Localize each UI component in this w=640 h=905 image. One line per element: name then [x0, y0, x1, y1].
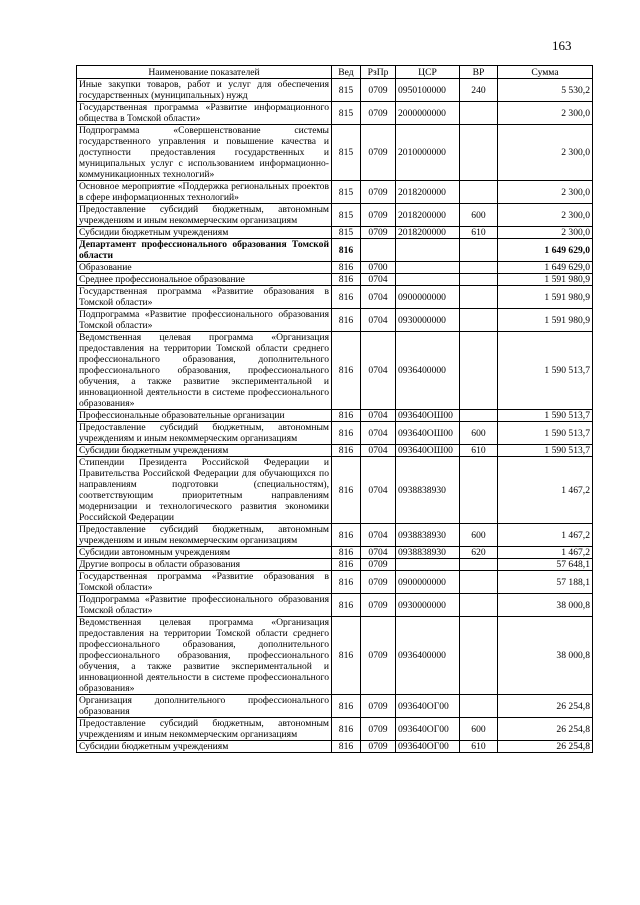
cell-rzpr: 0700 — [361, 262, 396, 274]
cell-name: Иные закупки товаров, работ и услуг для обеспечения государственных (муниципальных) нужд — [77, 79, 332, 102]
cell-sum: 1 590 513,7 — [498, 422, 593, 445]
cell-vr: 610 — [460, 227, 498, 239]
cell-ved: 815 — [332, 181, 361, 204]
cell-ved: 816 — [332, 524, 361, 547]
cell-csr: 2010000000 — [396, 125, 460, 181]
cell-name: Подпрограмма «Развитие профессионального образования Томской области» — [77, 594, 332, 617]
cell-name: Другие вопросы в области образования — [77, 559, 332, 571]
table-row — [77, 695, 593, 718]
cell-vr — [460, 309, 498, 332]
cell-vr: 600 — [460, 422, 498, 445]
cell-sum: 1 591 980,9 — [498, 286, 593, 309]
cell-csr: 093640OШ00 — [396, 410, 460, 422]
cell-rzpr: 0704 — [361, 457, 396, 524]
cell-vr: 610 — [460, 445, 498, 457]
cell-sum: 5 530,2 — [498, 79, 593, 102]
cell-name: Департамент профессионального образования Томской области — [77, 239, 332, 262]
cell-rzpr: 0709 — [361, 741, 396, 753]
cell-sum: 1 467,2 — [498, 524, 593, 547]
cell-rzpr: 0709 — [361, 227, 396, 239]
header-vr: ВР — [460, 66, 498, 79]
cell-ved: 816 — [332, 286, 361, 309]
cell-name: Профессиональные образовательные организации — [77, 410, 332, 422]
cell-ved: 815 — [332, 102, 361, 125]
cell-vr — [460, 125, 498, 181]
cell-name: Ведомственная целевая программа «Организация предоставления на территории Томской области среднего профессионального образования, дополнительного профессионального образования, профессионального обучения, а также развитие экспериментальной и инновационной деятельности в системе профессионального образования» — [77, 332, 332, 410]
cell-rzpr: 0704 — [361, 445, 396, 457]
cell-rzpr: 0709 — [361, 617, 396, 695]
cell-csr: 0930000000 — [396, 594, 460, 617]
cell-name: Организация дополнительного профессионального образования — [77, 695, 332, 718]
cell-rzpr: 0704 — [361, 410, 396, 422]
cell-rzpr: 0709 — [361, 571, 396, 594]
table-row — [77, 102, 593, 125]
cell-vr — [460, 559, 498, 571]
cell-ved: 815 — [332, 204, 361, 227]
cell-csr: 093640OГ00 — [396, 741, 460, 753]
cell-vr — [460, 695, 498, 718]
cell-csr: 0900000000 — [396, 286, 460, 309]
cell-csr: 093640OШ00 — [396, 422, 460, 445]
cell-ved: 816 — [332, 457, 361, 524]
cell-csr: 2018200000 — [396, 181, 460, 204]
cell-vr — [460, 410, 498, 422]
cell-csr: 0938838930 — [396, 524, 460, 547]
table-row — [77, 181, 593, 204]
cell-vr: 600 — [460, 204, 498, 227]
cell-name: Предоставление субсидий бюджетным, автономным учреждениям и иным некоммерческим организациям — [77, 422, 332, 445]
table-row — [77, 547, 593, 559]
cell-csr — [396, 239, 460, 262]
cell-sum: 1 467,2 — [498, 457, 593, 524]
cell-ved: 816 — [332, 571, 361, 594]
table-row — [77, 79, 593, 102]
cell-csr: 0900000000 — [396, 571, 460, 594]
cell-rzpr: 0709 — [361, 181, 396, 204]
cell-name: Предоставление субсидий бюджетным, автономным учреждениям и иным некоммерческим организациям — [77, 524, 332, 547]
cell-name: Подпрограмма «Развитие профессионального образования Томской области» — [77, 309, 332, 332]
cell-sum: 1 591 980,9 — [498, 309, 593, 332]
cell-rzpr: 0709 — [361, 102, 396, 125]
cell-sum: 57 188,1 — [498, 571, 593, 594]
table-row — [77, 571, 593, 594]
cell-name: Государственная программа «Развитие образования в Томской области» — [77, 286, 332, 309]
cell-csr: 093640OГ00 — [396, 718, 460, 741]
cell-rzpr: 0709 — [361, 695, 396, 718]
cell-ved: 816 — [332, 695, 361, 718]
cell-name: Основное мероприятие «Поддержка региональных проектов в сфере информационных технологий» — [77, 181, 332, 204]
table-row — [77, 227, 593, 239]
cell-ved: 816 — [332, 422, 361, 445]
cell-ved: 815 — [332, 79, 361, 102]
cell-rzpr: 0704 — [361, 309, 396, 332]
cell-vr — [460, 102, 498, 125]
cell-name: Субсидии автономным учреждениям — [77, 547, 332, 559]
cell-ved: 816 — [332, 239, 361, 262]
cell-vr — [460, 262, 498, 274]
table-row — [77, 204, 593, 227]
cell-name: Предоставление субсидий бюджетным, автономным учреждениям и иным некоммерческим организациям — [77, 204, 332, 227]
header-ved: Вед — [332, 66, 361, 79]
cell-sum: 2 300,0 — [498, 102, 593, 125]
cell-ved: 815 — [332, 125, 361, 181]
cell-rzpr: 0704 — [361, 524, 396, 547]
cell-name: Субсидии бюджетным учреждениям — [77, 445, 332, 457]
cell-name: Государственная программа «Развитие образования в Томской области» — [77, 571, 332, 594]
cell-rzpr: 0709 — [361, 718, 396, 741]
cell-rzpr: 0709 — [361, 125, 396, 181]
table-row — [77, 332, 593, 410]
cell-ved: 816 — [332, 559, 361, 571]
cell-vr: 600 — [460, 524, 498, 547]
table-header-row — [77, 66, 593, 79]
cell-sum: 38 000,8 — [498, 594, 593, 617]
cell-sum: 38 000,8 — [498, 617, 593, 695]
cell-ved: 816 — [332, 547, 361, 559]
cell-sum: 1 590 513,7 — [498, 332, 593, 410]
cell-sum: 1 467,2 — [498, 547, 593, 559]
cell-vr — [460, 286, 498, 309]
cell-rzpr: 0704 — [361, 332, 396, 410]
cell-rzpr: 0709 — [361, 559, 396, 571]
cell-vr: 620 — [460, 547, 498, 559]
cell-name: Образование — [77, 262, 332, 274]
cell-csr: 0936400000 — [396, 617, 460, 695]
table-row — [77, 741, 593, 753]
cell-csr: 0936400000 — [396, 332, 460, 410]
table-row — [77, 617, 593, 695]
cell-rzpr: 0704 — [361, 286, 396, 309]
cell-ved: 816 — [332, 617, 361, 695]
cell-csr: 0930000000 — [396, 309, 460, 332]
budget-table — [76, 65, 593, 753]
cell-sum: 2 300,0 — [498, 204, 593, 227]
table-row — [77, 410, 593, 422]
table-row — [77, 524, 593, 547]
cell-sum: 1 590 513,7 — [498, 445, 593, 457]
header-name: Наименование показателей — [77, 66, 332, 79]
table-row — [77, 445, 593, 457]
cell-csr: 2018200000 — [396, 227, 460, 239]
cell-vr: 600 — [460, 718, 498, 741]
cell-ved: 816 — [332, 410, 361, 422]
cell-ved: 816 — [332, 309, 361, 332]
cell-vr: 610 — [460, 741, 498, 753]
cell-rzpr: 0704 — [361, 547, 396, 559]
cell-csr: 0938838930 — [396, 457, 460, 524]
cell-ved: 816 — [332, 718, 361, 741]
cell-sum: 1 649 629,0 — [498, 262, 593, 274]
cell-sum: 2 300,0 — [498, 227, 593, 239]
table-row — [77, 422, 593, 445]
cell-vr — [460, 332, 498, 410]
cell-csr — [396, 274, 460, 286]
cell-name: Среднее профессиональное образование — [77, 274, 332, 286]
cell-csr — [396, 262, 460, 274]
cell-vr — [460, 274, 498, 286]
cell-sum: 1 590 513,7 — [498, 410, 593, 422]
header-sum: Сумма — [498, 66, 593, 79]
cell-csr: 0950100000 — [396, 79, 460, 102]
cell-sum: 2 300,0 — [498, 125, 593, 181]
cell-ved: 816 — [332, 594, 361, 617]
cell-sum: 1 591 980,9 — [498, 274, 593, 286]
cell-csr: 093640OШ00 — [396, 445, 460, 457]
cell-vr — [460, 457, 498, 524]
cell-rzpr: 0704 — [361, 274, 396, 286]
cell-ved: 816 — [332, 332, 361, 410]
cell-name: Субсидии бюджетным учреждениям — [77, 741, 332, 753]
cell-name: Субсидии бюджетным учреждениям — [77, 227, 332, 239]
cell-sum: 1 649 629,0 — [498, 239, 593, 262]
header-csr: ЦСР — [396, 66, 460, 79]
table-body — [77, 79, 593, 753]
cell-ved: 816 — [332, 741, 361, 753]
cell-vr — [460, 181, 498, 204]
cell-ved: 816 — [332, 262, 361, 274]
cell-vr: 240 — [460, 79, 498, 102]
cell-vr — [460, 617, 498, 695]
cell-vr — [460, 571, 498, 594]
table-row — [77, 125, 593, 181]
cell-ved: 816 — [332, 445, 361, 457]
cell-name: Государственная программа «Развитие информационного общества в Томской области» — [77, 102, 332, 125]
cell-csr: 0938838930 — [396, 547, 460, 559]
table-row — [77, 286, 593, 309]
cell-name: Стипендии Президента Российской Федерации и Правительства Российской Федерации для обучающихся по направлениям подготовки (специальностям), соответствующим приоритетным направлениям модернизации и технологического развития экономики Российской Федерации — [77, 457, 332, 524]
cell-ved: 816 — [332, 274, 361, 286]
cell-rzpr: 0709 — [361, 204, 396, 227]
cell-name: Ведомственная целевая программа «Организация предоставления на территории Томской области среднего профессионального образования, дополнительного профессионального образования, профессионального обучения, а также развитие экспериментальной и инновационной деятельности в системе профессионального образования» — [77, 617, 332, 695]
table-row — [77, 239, 593, 262]
table-row — [77, 262, 593, 274]
cell-csr: 2018200000 — [396, 204, 460, 227]
table-row — [77, 718, 593, 741]
cell-csr: 2000000000 — [396, 102, 460, 125]
table-row — [77, 559, 593, 571]
cell-rzpr: 0704 — [361, 422, 396, 445]
cell-rzpr: 0709 — [361, 79, 396, 102]
cell-name: Подпрограмма «Совершенствование системы государственного управления и повышение качества и доступности предоставления государственных и муниципальных услуг с использованием информационно-коммуникационных технологий» — [77, 125, 332, 181]
cell-rzpr: 0709 — [361, 594, 396, 617]
table-row — [77, 594, 593, 617]
cell-vr — [460, 239, 498, 262]
cell-csr — [396, 559, 460, 571]
cell-sum: 57 648,1 — [498, 559, 593, 571]
cell-ved: 815 — [332, 227, 361, 239]
table-row — [77, 457, 593, 524]
cell-sum: 26 254,8 — [498, 741, 593, 753]
cell-sum: 26 254,8 — [498, 718, 593, 741]
cell-rzpr — [361, 239, 396, 262]
cell-csr: 093640OГ00 — [396, 695, 460, 718]
cell-name: Предоставление субсидий бюджетным, автономным учреждениям и иным некоммерческим организациям — [77, 718, 332, 741]
cell-sum: 2 300,0 — [498, 181, 593, 204]
page-number: 163 — [552, 38, 572, 53]
table-row — [77, 309, 593, 332]
cell-vr — [460, 594, 498, 617]
cell-sum: 26 254,8 — [498, 695, 593, 718]
header-rzpr: РзПр — [361, 66, 396, 79]
table-row — [77, 274, 593, 286]
